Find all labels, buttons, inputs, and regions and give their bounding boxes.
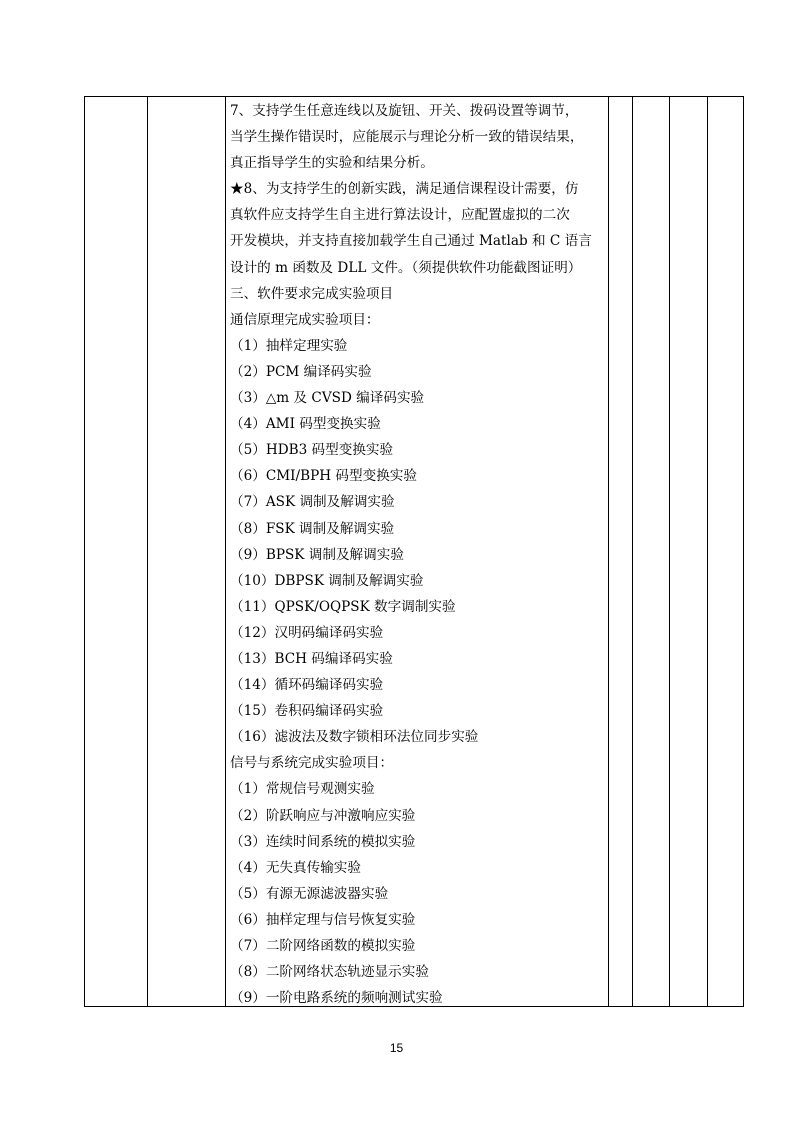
list-item: （15）卷积码编译码实验 [230, 703, 384, 720]
list-item: （10）DBPSK 调制及解调实验 [230, 572, 424, 589]
list-item: （7）二阶网络函数的模拟实验 [230, 938, 416, 954]
column-divider [632, 97, 633, 1006]
list-item: （12）汉明码编译码实验 [230, 624, 384, 641]
list-item: （8）FSK 调制及解调实验 [230, 520, 395, 537]
requirements-cell [230, 98, 608, 1011]
list-item: （2）阶跃响应与冲激响应实验 [230, 807, 416, 824]
list-item: （4）AMI 码型变换实验 [230, 416, 381, 433]
column-divider [669, 97, 670, 1006]
list-item: （14）循环码编译码实验 [230, 677, 384, 694]
subsection-heading: 通信原理完成实验项目： [230, 311, 380, 328]
list-item: （1）抽样定理实验 [230, 337, 348, 354]
list-item: （6）抽样定理与信号恢复实验 [230, 911, 416, 928]
list-item: （8）二阶网络状态轨迹显示实验 [230, 964, 429, 981]
text-line: 真正指导学生的实验和结果分析。 [230, 155, 434, 172]
text-line: 真软件应支持学生自主进行算法设计，应配置虚拟的二次 [230, 207, 570, 224]
list-item: （1）常规信号观测实验 [230, 781, 375, 798]
column-divider [608, 97, 609, 1006]
text-line: 7、支持学生任意连线以及旋钮、开关、拨码设置等调节， [230, 103, 579, 119]
list-item: （7）ASK 调制及解调实验 [230, 494, 395, 511]
text-line: 当学生操作错误时，应能展示与理论分析一致的错误结果， [230, 129, 584, 146]
text-line: 开发模块，并支持直接加载学生自己通过 Matlab 和 C 语言 [230, 233, 592, 250]
list-item: （2）PCM 编译码实验 [230, 363, 372, 380]
list-item: （5）有源无源滤波器实验 [230, 885, 389, 902]
text-line: ★8、为支持学生的创新实践，满足通信课程设计需要，仿 [230, 181, 579, 198]
list-item: （5）HDB3 码型变换实验 [230, 442, 394, 459]
text-line: 设计的 m 函数及 DLL 文件。（须提供软件功能截图证明） [230, 259, 582, 276]
column-divider [147, 97, 148, 1006]
section-heading: 三、软件要求完成实验项目 [230, 285, 394, 302]
list-item: （4）无失真传输实验 [230, 859, 361, 876]
column-divider [225, 97, 226, 1006]
subsection-heading: 信号与系统完成实验项目： [230, 755, 394, 772]
list-item: （13）BCH 码编译码实验 [230, 650, 393, 667]
list-item: （9）BPSK 调制及解调实验 [230, 546, 404, 563]
page-number: 15 [389, 1041, 404, 1055]
list-item: （11）QPSK/OQPSK 数字调制实验 [230, 598, 456, 615]
list-item: （3）连续时间系统的模拟实验 [230, 833, 416, 850]
list-item: （16）滤波法及数字锁相环法位同步实验 [230, 729, 479, 746]
column-divider [707, 97, 708, 1006]
list-item: （9）一阶电路系统的频响测试实验 [230, 990, 443, 1007]
list-item: （6）CMI/BPH 码型变换实验 [230, 468, 417, 485]
list-item: （3）△m 及 CVSD 编译码实验 [230, 390, 425, 407]
